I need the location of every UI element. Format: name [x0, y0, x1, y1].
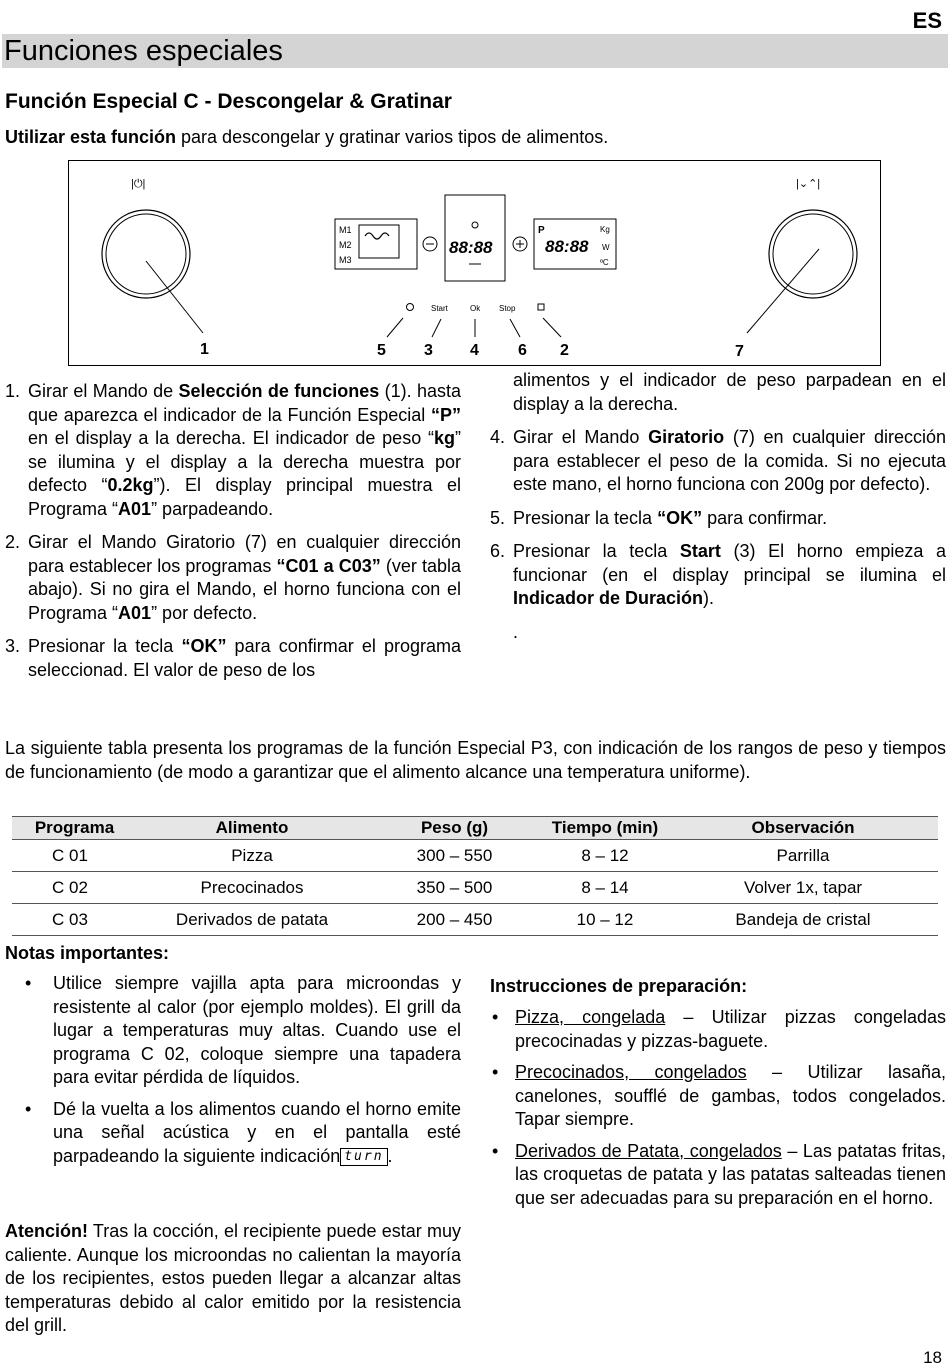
svg-text:M1: M1: [339, 225, 352, 235]
svg-text:Start: Start: [431, 304, 448, 313]
svg-text:88:88: 88:88: [449, 238, 493, 257]
table-row: [12, 872, 938, 904]
table-header-cell: Peso (g): [367, 817, 542, 840]
stray-dot: .: [513, 621, 519, 642]
table-row: [12, 904, 938, 936]
notes-list: [5, 972, 461, 1176]
svg-text:7: 7: [735, 343, 744, 360]
table-cell: Bandeja de cristal: [668, 904, 938, 936]
table-cell: C 01: [12, 840, 137, 872]
page-title: Funciones especiales: [4, 35, 283, 67]
prep-item: • Pizza, congelada – Utilizar pizzas congeladas precocinadas y pizzas-baguete.: [492, 1007, 946, 1051]
table-header-cell: Alimento: [137, 817, 367, 840]
step-4: 4. Girar el Mando Giratorio (7) en cualquier dirección para establecer el peso de la comida. Si no ejecuta este mano, el horno funciona con 200g por defecto).: [490, 427, 946, 494]
attention-text: Atención! Tras la cocción, el recipiente puede estar muy caliente. Aunque los microondas no calientan la mayoría de los recipientes, estos pueden llegar a alcanzar altas temperaturas debido al calor emitido por la resistencia del grill.: [5, 1221, 461, 1335]
svg-text:3: 3: [424, 342, 433, 359]
steps-left-column: [5, 380, 461, 692]
header-bar: [2, 34, 948, 68]
table-header-cell: Observación: [668, 817, 938, 840]
table-cell: Pizza: [137, 840, 367, 872]
control-panel-diagram: [68, 160, 881, 366]
svg-text:P: P: [538, 225, 545, 236]
turn-display-icon: turn: [340, 1148, 387, 1166]
prep-list: [490, 1006, 946, 1218]
table-cell: 10 – 12: [542, 904, 668, 936]
table-row: [12, 840, 938, 872]
svg-text:4: 4: [470, 342, 479, 359]
programs-table: [12, 816, 938, 936]
table-header-cell: Programa: [12, 817, 137, 840]
step-6: 6. Presionar la tecla Start (3) El horno empieza a funcionar (en el display principal se ilumina el Indicador de Duración).: [490, 541, 946, 608]
function-knob: [102, 210, 190, 298]
table-header-cell: Tiempo (min): [542, 817, 668, 840]
prep-title: Instrucciones de preparación:: [490, 976, 748, 996]
table-cell: Derivados de patata: [137, 904, 367, 936]
rotary-knob: [769, 210, 857, 298]
table-header-row: [12, 817, 938, 840]
prep-item: • Derivados de Patata, congelados – Las patatas fritas, las croquetas de patata y las patatas salteadas tienen que ser adecuadas para su preparación en el horno.: [492, 1140, 946, 1208]
rotary-symbol: |⌄⌃|: [796, 178, 821, 190]
prep-item: • Precocinados, congelados – Utilizar lasaña, canelones, soufflé de gambas, todos congelados. Tapar siempre.: [492, 1062, 946, 1129]
svg-text:Ok: Ok: [470, 304, 481, 313]
table-cell: Precocinados: [137, 872, 367, 904]
svg-text:M2: M2: [339, 240, 352, 250]
table-cell: Volver 1x, tapar: [668, 872, 938, 904]
svg-text:ºC: ºC: [600, 258, 609, 267]
table-cell: 8 – 12: [542, 840, 668, 872]
timer-button-icon: [407, 304, 414, 311]
table-cell: 200 – 450: [367, 904, 542, 936]
lock-button-icon: [538, 304, 544, 310]
svg-text:W: W: [602, 243, 610, 252]
table-cell: 8 – 14: [542, 872, 668, 904]
svg-text:Stop: Stop: [499, 304, 516, 313]
note-item: • Utilice siempre vajilla apta para microondas y resistente al calor (por ejemplo moldes). El grill da lugar a temperaturas muy altas. Cuando use el programa C 02, coloque siempre una tapadera para evitar pérdida de líquidos.: [25, 973, 461, 1087]
svg-text:1: 1: [200, 341, 209, 358]
step-2: 2. Girar el Mando Giratorio (7) en cualquier dirección para establecer los programas “C01 a C03” (ver tabla abajo). Si no gira el Mando, el horno funciona con el Programa “A01” por defecto.: [5, 532, 461, 623]
svg-text:2: 2: [560, 342, 569, 359]
table-cell: 350 – 500: [367, 872, 542, 904]
step-1: 1. Girar el Mando de Selección de funciones (1). hasta que aparezca el indicador de la Función Especial “P” en el display a la derecha. El indicador de peso “kg” se ilumina y el display a la derecha muestra por defecto “0.2kg”). El display principal muestra el Programa “A01” parpadeando.: [5, 381, 461, 519]
table-cell: C 02: [12, 872, 137, 904]
intro-text: Utilizar esta función para descongelar y gratinar varios tipos de alimentos.: [5, 127, 609, 147]
note-item: • Dé la vuelta a los alimentos cuando el horno emite una señal acústica y en el pantalla esté parpadeando la siguiente indicación turn .: [25, 1098, 461, 1166]
section-title: Función Especial C - Descongelar & Gratinar: [5, 90, 452, 113]
page-number: 18: [923, 1348, 942, 1367]
table-cell: C 03: [12, 904, 137, 936]
svg-text:Kg: Kg: [600, 225, 610, 234]
table-cell: Parrilla: [668, 840, 938, 872]
table-intro: La siguiente tabla presenta los programas de la función Especial P3, con indicación de los rangos de peso y tiempos de funcionamiento (de modo a garantizar que el alimento alcance una temperatura uniforme).: [5, 738, 946, 782]
power-symbol: |⏻|: [131, 178, 146, 190]
notes-title: Notas importantes:: [5, 943, 170, 963]
svg-text:88:88: 88:88: [545, 237, 589, 256]
step-3: 3. Presionar la tecla “OK” para confirmar el programa seleccionad. El valor de peso de los: [5, 636, 462, 680]
step-5: 5. Presionar la tecla “OK” para confirmar.: [490, 507, 828, 528]
svg-text:M3: M3: [339, 255, 352, 265]
svg-text:6: 6: [518, 342, 527, 359]
step-3-continued: alimentos y el indicador de peso parpadean en el display a la derecha.: [513, 370, 946, 414]
svg-text:5: 5: [377, 342, 386, 359]
table-cell: 300 – 550: [367, 840, 542, 872]
steps-right-column: [490, 369, 946, 654]
language-tag: ES: [912, 8, 942, 33]
